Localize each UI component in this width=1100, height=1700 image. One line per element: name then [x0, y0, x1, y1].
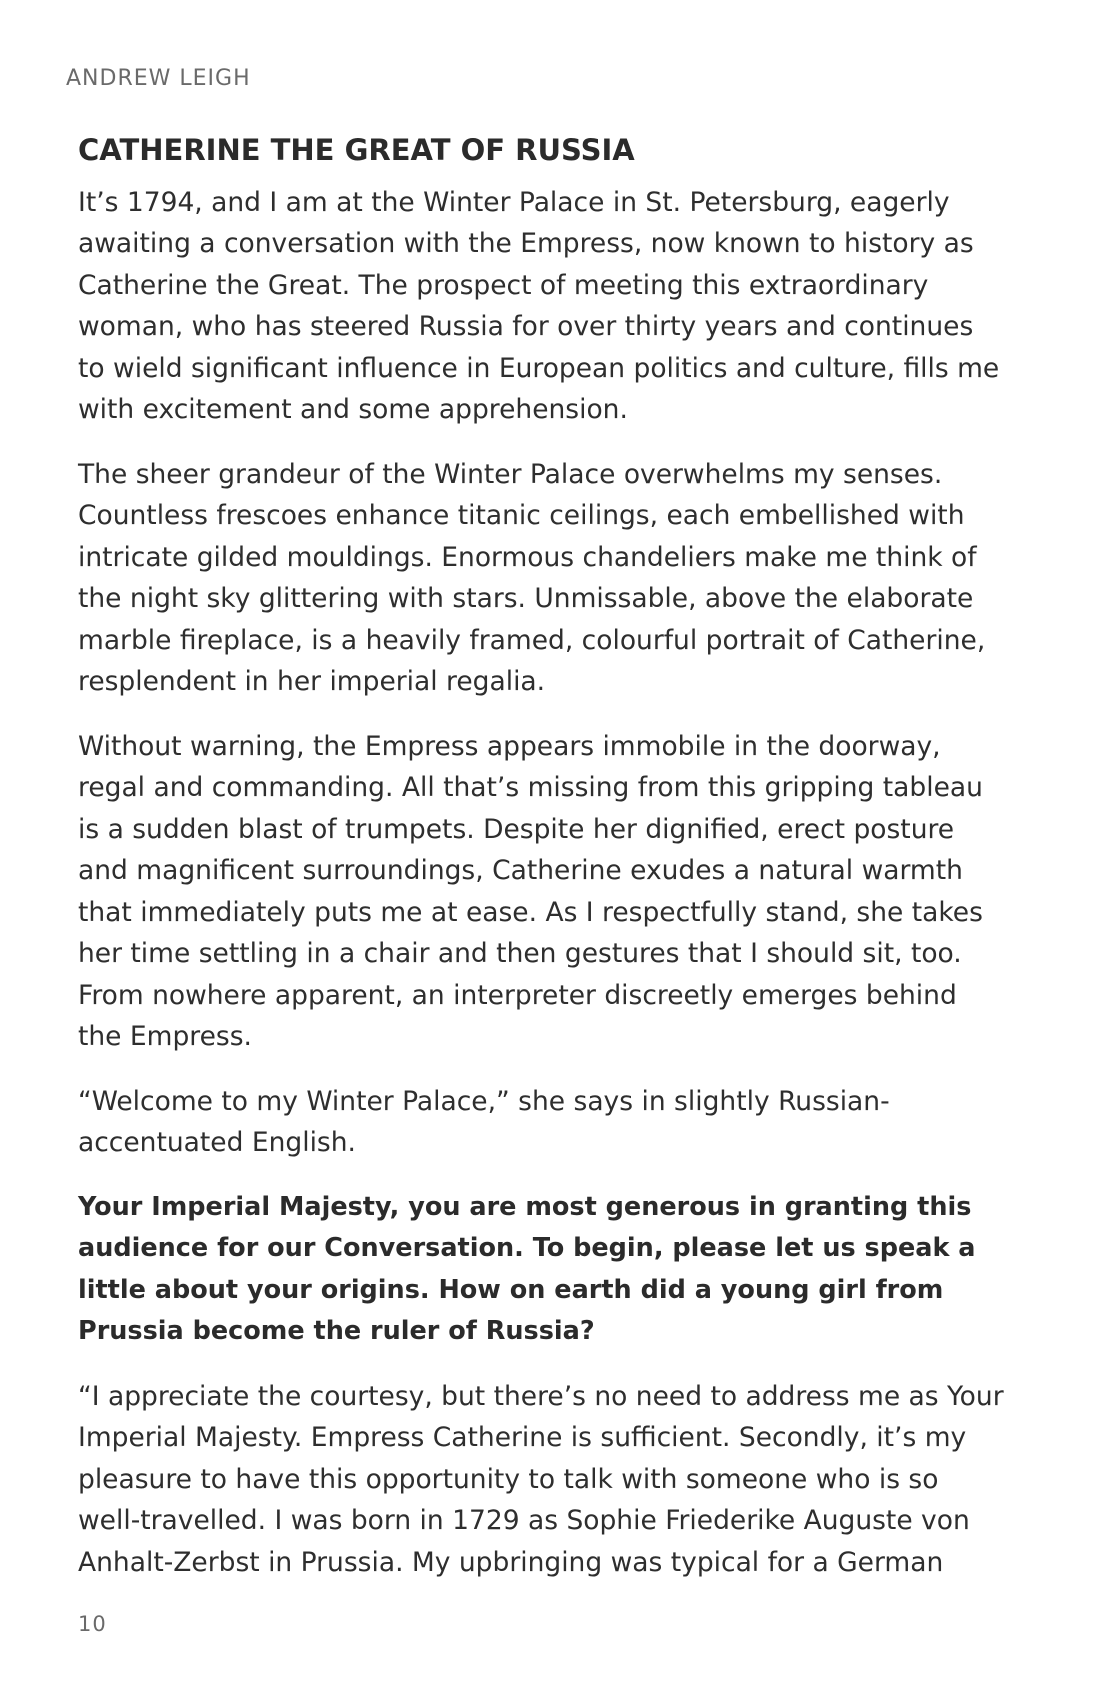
body-paragraph-welcome: “Welcome to my Winter Palace,” she says in slightly Russian-accentuated English.: [78, 1085, 890, 1159]
body-paragraph-empress-appears: Without warning, the Empress appears immobile in the doorway, regal and commanding. All that’s missing from this gripping tableau is a sudden blast of trumpets. Despite her dignified, erect posture and magnificent surroundings, Catherine exudes a natural warmth that immediately puts me at ease. As I respectfully stand, she takes her time settling in a chair and then gestures that I should sit, too. From nowhere apparent, an interpreter discreetly emerges behind the Empress.: [78, 730, 983, 1053]
page-body: [78, 132, 1008, 1606]
interview-question: Your Imperial Majesty, you are most generous in granting this audience for our Conversation. To begin, please let us speak a little about your origins. How on earth did a young girl from Prussia become the ruler of Russia?: [78, 1191, 976, 1347]
chapter-title: CATHERINE THE GREAT OF RUSSIA: [78, 133, 635, 167]
running-header-author: ANDREW LEIGH: [66, 66, 251, 91]
body-paragraph-answer: “I appreciate the courtesy, but there’s no need to address me as Your Imperial Majesty. Empress Catherine is sufficient. Secondly, it’s my pleasure to have this opportunity to talk with someone who is so well-travelled. I was born in 1729 as Sophie Friederike Auguste von Anhalt-Zerbst in Prussia. My upbringing was typical for a German: [78, 1380, 1004, 1578]
body-paragraph-palace: The sheer grandeur of the Winter Palace overwhelms my senses. Countless frescoes enhance titanic ceilings, each embellished with intricate gilded mouldings. Enormous chandeliers make me think of the night sky glittering with stars. Unmissable, above the elaborate marble fireplace, is a heavily framed, colourful portrait of Catherine, resplendent in her imperial regalia.: [78, 458, 986, 698]
page-number: 10: [78, 1612, 107, 1636]
body-paragraph-arrival: It’s 1794, and I am at the Winter Palace in St. Petersburg, eagerly awaiting a conversation with the Empress, now known to history as Catherine the Great. The prospect of meeting this extraordinary woman, who has steered Russia for over thirty years and continues to wield significant influence in European politics and culture, fills me with excitement and some apprehension.: [78, 186, 1000, 426]
